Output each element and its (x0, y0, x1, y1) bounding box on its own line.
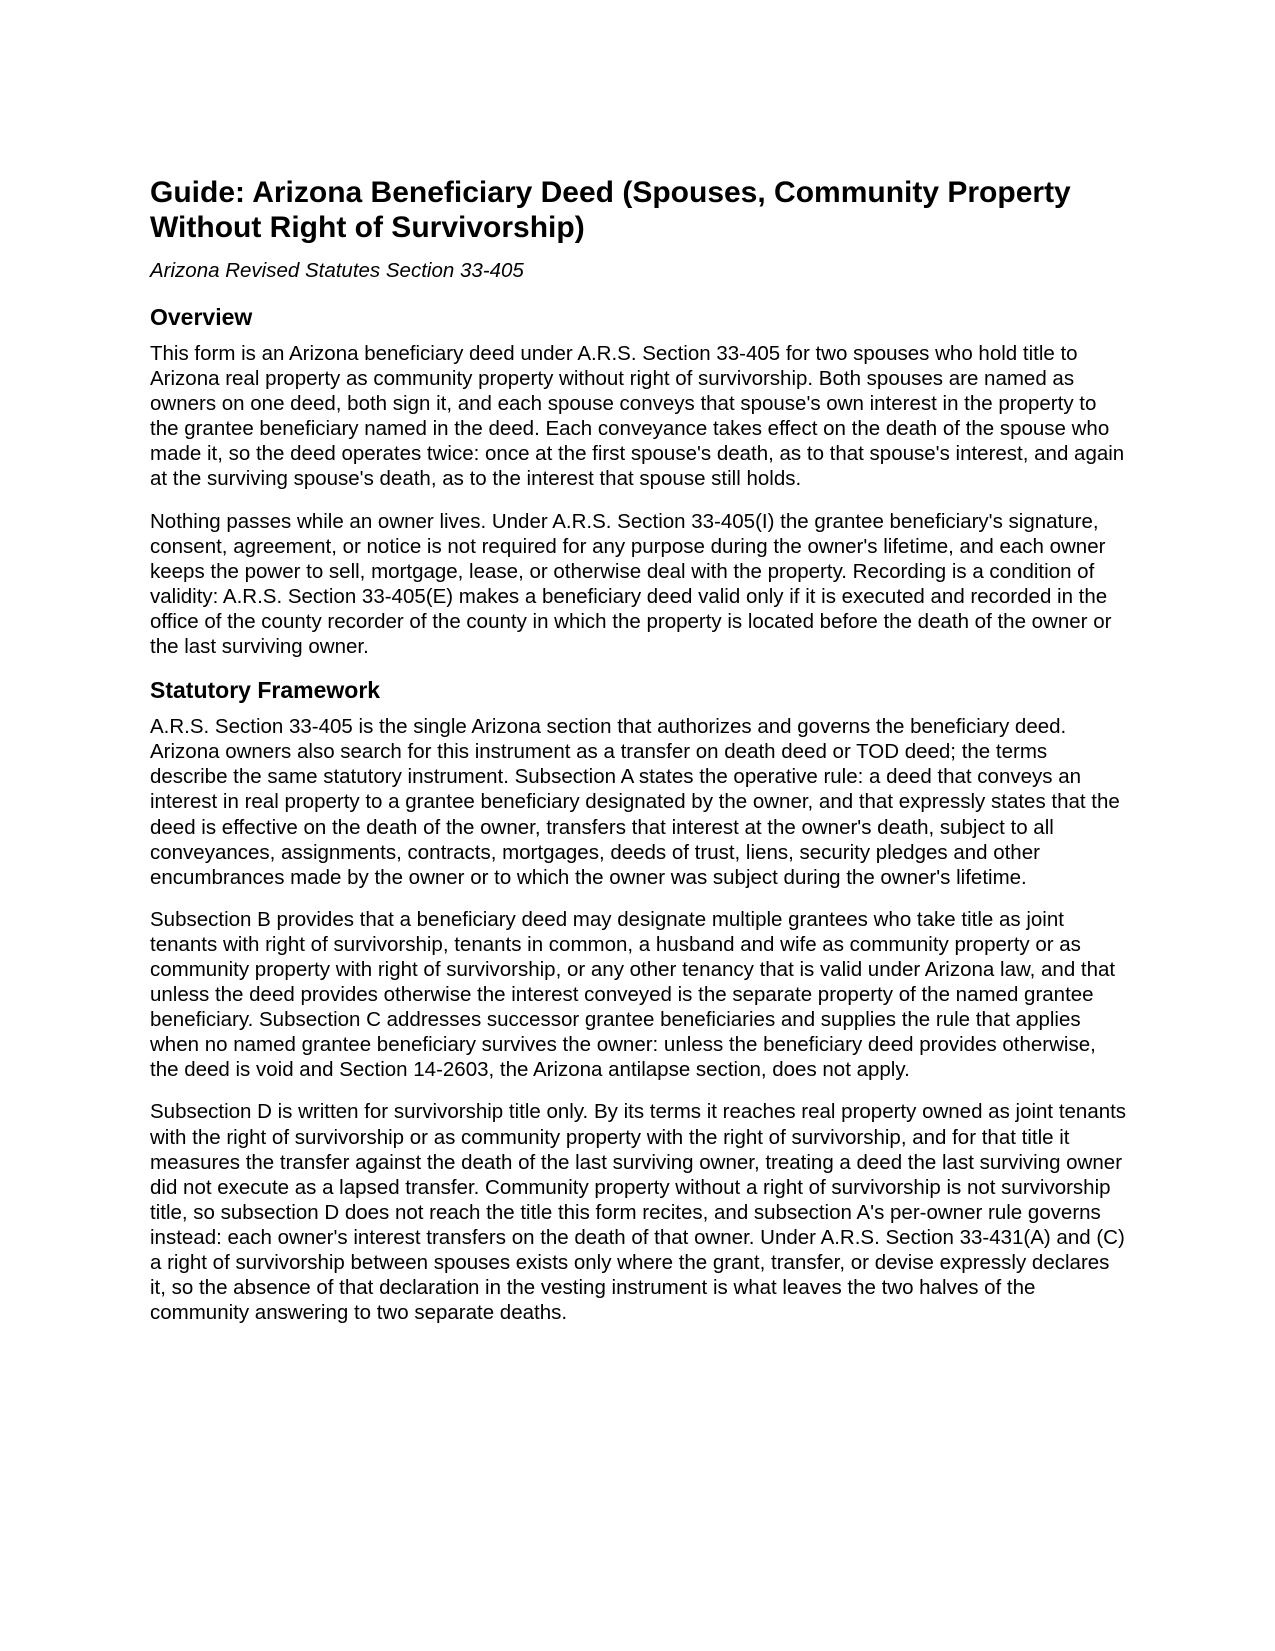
section-overview (150, 303, 1130, 659)
document-subtitle: Arizona Revised Statutes Section 33-405 (150, 259, 524, 282)
section-heading-statutory-framework: Statutory Framework (150, 677, 381, 704)
document-page (150, 175, 1130, 1342)
framework-paragraph-1: A.R.S. Section 33-405 is the single Arizona section that authorizes and governs the beneficiary deed. Arizona owners also search for this instrument as a transfer on death deed or TOD deed; the terms describe the same statutory instrument. Subsection A states the operative rule: a deed that conveys an interest in real property to a grantee beneficiary designated by the owner, and that expressly states that the deed is effective on the death of the owner, transfers that interest at the owner's death, subject to all conveyances, assignments, contracts, mortgages, deeds of trust, liens, security pledges and other encumbrances made by the owner or to which the owner was subject during the owner's lifetime. (150, 715, 1120, 889)
section-heading-overview: Overview (150, 304, 253, 330)
overview-paragraph-2: Nothing passes while an owner lives. Under A.R.S. Section 33-405(I) the grantee beneficiary's signature, consent, agreement, or notice is not required for any purpose during the owner's lifetime, and each owner keeps the power to sell, mortgage, lease, or otherwise deal with the property. Recording is a condition of validity: A.R.S. Section 33-405(E) makes a beneficiary deed valid only if it is executed and recorded in the office of the county recorder of the county in which the property is located before the death of the owner or the last surviving owner. (150, 509, 1112, 659)
framework-paragraph-3: Subsection D is written for survivorship title only. By its terms it reaches real property owned as joint tenants with the right of survivorship or as community property with the right of survivorship, and for that title it measures the transfer against the death of the last surviving owner, treating a deed the last surviving owner did not execute as a lapsed transfer. Community property without a right of survivorship is not survivorship title, so subsection D does not reach the title this form recites, and subsection A's per-owner rule governs instead: each owner's interest transfers on the death of that owner. Under A.R.S. Section 33-431(A) and (C) a right of survivorship between spouses exists only where the grant, transfer, or devise expressly declares it, so the absence of that declaration in the vesting instrument is what leaves the two halves of the community answering to two separate deaths. (150, 1100, 1127, 1325)
overview-paragraph-1: This form is an Arizona beneficiary deed under A.R.S. Section 33-405 for two spouses who hold title to Arizona real property as community property without right of survivorship. Both spouses are named as owners on one deed, both sign it, and each spouse conveys that spouse's own interest in the property to the grantee beneficiary named in the deed. Each conveyance takes effect on the death of the spouse who made it, so the deed operates twice: once at the first spouse's death, as to that spouse's interest, and again at the surviving spouse's death, as to the interest that spouse still holds. (150, 342, 1125, 491)
section-statutory-framework (150, 676, 1130, 1325)
framework-paragraph-2: Subsection B provides that a beneficiary deed may designate multiple grantees who take title as joint tenants with right of survivorship, tenants in common, a husband and wife as community property or as community property with right of survivorship, or any other tenancy that is valid under Arizona law, and that unless the deed provides otherwise the interest conveyed is the separate property of the named grantee beneficiary. Subsection C addresses successor grantee beneficiaries and supplies the rule that applies when no named grantee beneficiary survives the owner: unless the beneficiary deed provides otherwise, the deed is void and Section 14-2603, the Arizona antilapse section, does not apply. (150, 907, 1116, 1082)
document-title: Guide: Arizona Beneficiary Deed (Spouses, Community Property Without Right of Survivorship) (150, 176, 1071, 244)
